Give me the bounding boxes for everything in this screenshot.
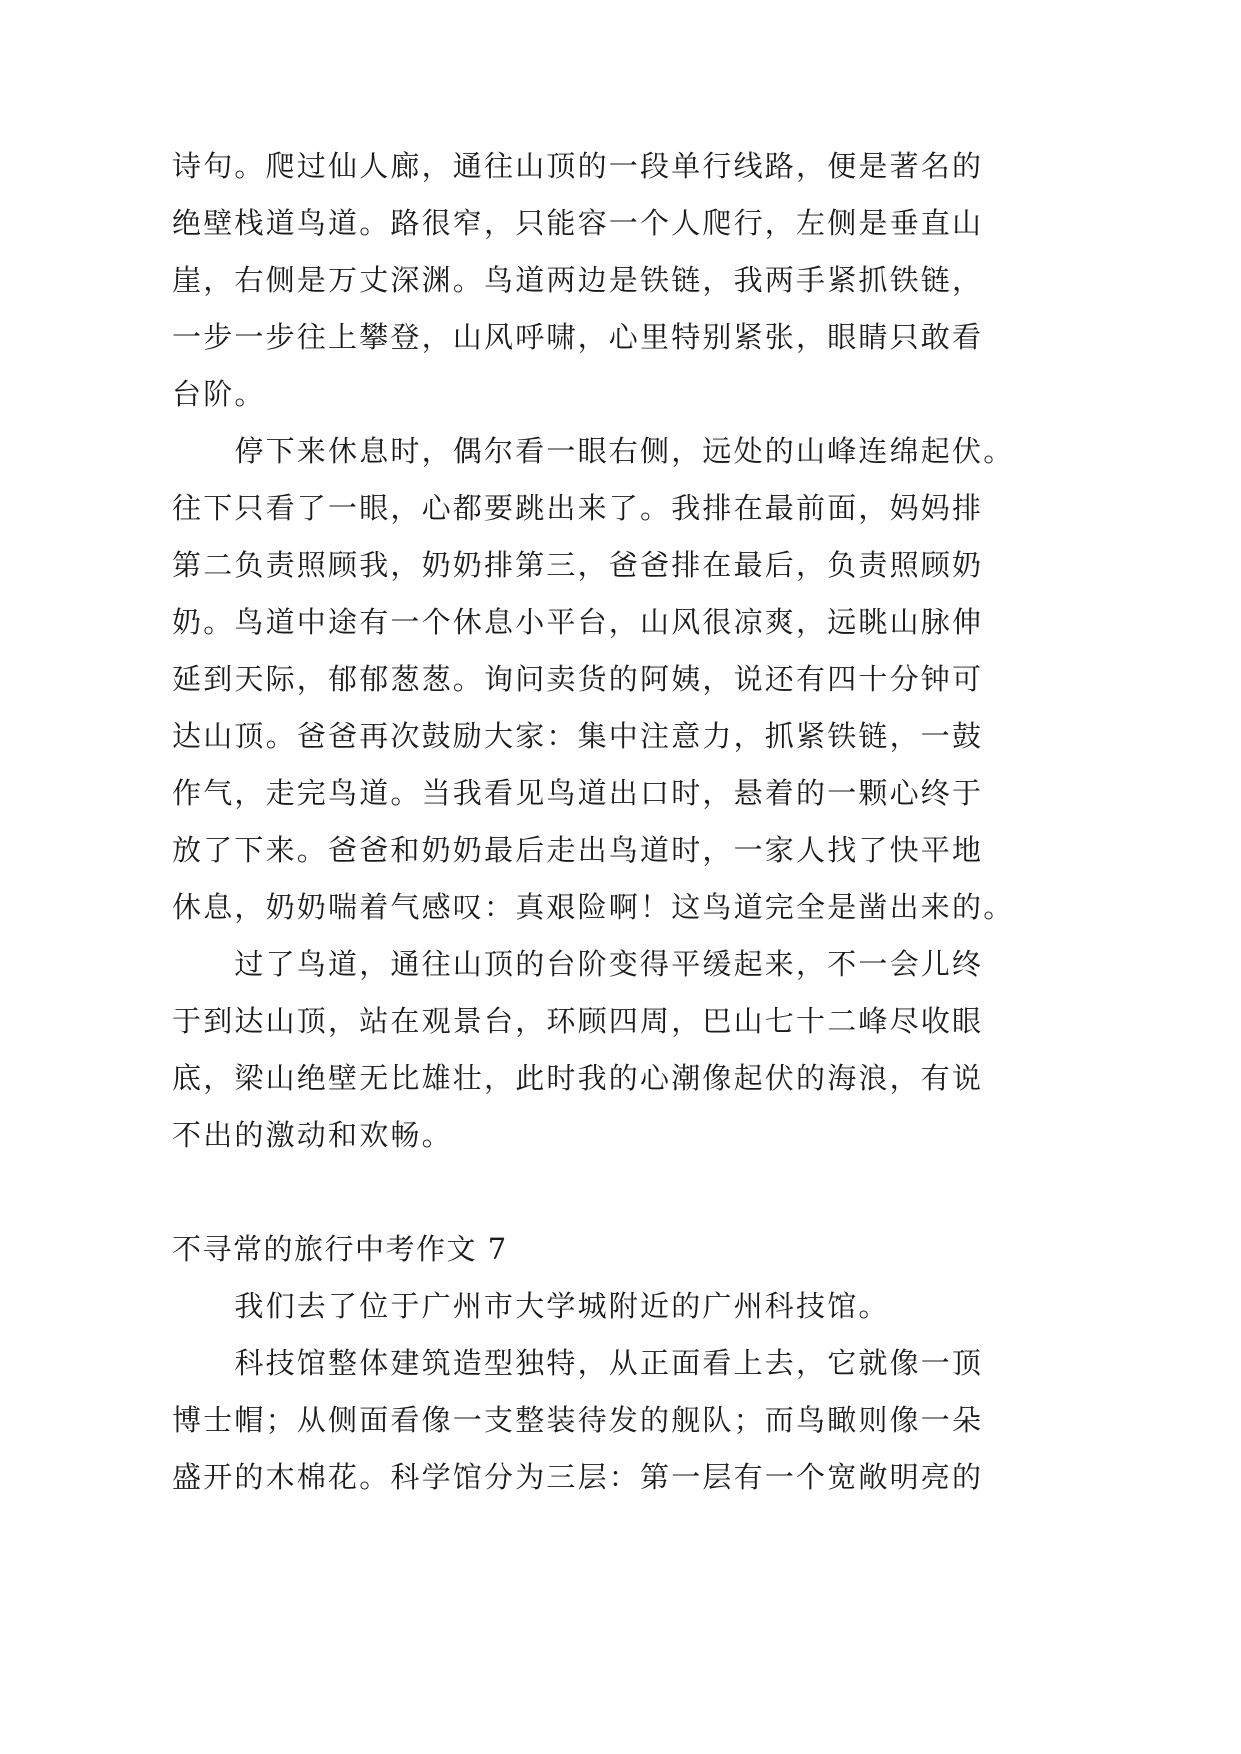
text-line: 台阶。: [172, 377, 266, 411]
paragraph-4: [172, 1278, 952, 1335]
text-line: 诗句。爬过仙人廊，通往山顶的一段单行线路，便是著名的: [172, 149, 984, 183]
text-line: 奶。鸟道中途有一个休息小平台，山风很凉爽，远眺山脉伸: [172, 605, 984, 639]
text-line: 过了鸟道，通往山顶的台阶变得平缓起来，不一会儿终: [172, 947, 984, 981]
text-line: 休息，奶奶喘着气感叹：真艰险啊！这鸟道完全是凿出来的。: [172, 890, 1015, 924]
document-page: [172, 138, 1015, 1506]
text-line: 于到达山顶，站在观景台，环顾四周，巴山七十二峰尽收眼: [172, 1004, 984, 1038]
text-line: 往下只看了一眼，心都要跳出来了。我排在最前面，妈妈排: [172, 491, 984, 525]
paragraph-5: [172, 1335, 984, 1506]
text-line: 我们去了位于广州市大学城附近的广州科技馆。: [172, 1289, 890, 1323]
text-line: 底，梁山绝壁无比雄壮，此时我的心潮像起伏的海浪，有说: [172, 1061, 984, 1095]
text-line: 盛开的木棉花。科学馆分为三层：第一层有一个宽敞明亮的: [172, 1460, 984, 1494]
text-line: 博士帽；从侧面看像一支整装待发的舰队；而鸟瞰则像一朵: [172, 1403, 984, 1437]
paragraph-1: [172, 138, 984, 423]
text-line: 延到天际，郁郁葱葱。询问卖货的阿姨，说还有四十分钟可: [172, 662, 984, 696]
text-line: 第二负责照顾我，奶奶排第三，爸爸排在最后，负责照顾奶: [172, 548, 984, 582]
text-line: 放了下来。爸爸和奶奶最后走出鸟道时，一家人找了快平地: [172, 833, 984, 867]
text-line: 一步一步往上攀登，山风呼啸，心里特别紧张，眼睛只敢看: [172, 320, 984, 354]
blank-line: [172, 1164, 952, 1221]
paragraph-3: [172, 936, 984, 1164]
text-line: 崖，右侧是万丈深渊。鸟道两边是铁链，我两手紧抓铁链，: [172, 263, 984, 297]
text-line: 作气，走完鸟道。当我看见鸟道出口时，悬着的一颗心终于: [172, 776, 984, 810]
section-heading: 不寻常的旅行中考作文 7: [172, 1232, 508, 1266]
text-line: 不出的激动和欢畅。: [172, 1118, 453, 1152]
text-line: 绝壁栈道鸟道。路很窄，只能容一个人爬行，左侧是垂直山: [172, 206, 984, 240]
text-line: 停下来休息时，偶尔看一眼右侧，远处的山峰连绵起伏。: [172, 434, 1015, 468]
text-line: 达山顶。爸爸再次鼓励大家：集中注意力，抓紧铁链，一鼓: [172, 719, 984, 753]
text-line: 科技馆整体建筑造型独特，从正面看上去，它就像一顶: [172, 1346, 984, 1380]
paragraph-2: [172, 423, 1015, 936]
